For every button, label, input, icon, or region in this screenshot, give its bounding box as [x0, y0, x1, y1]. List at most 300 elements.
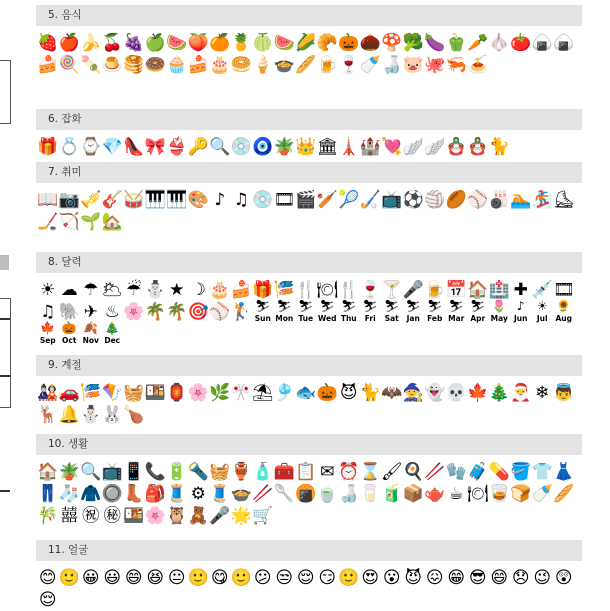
emoji-caption: Jan [406, 314, 420, 323]
labeled-emoji-icon[interactable] [553, 301, 575, 323]
emoji-icon[interactable]: ✈ [83, 302, 98, 322]
emoji-icon[interactable]: 📞 [144, 462, 166, 482]
labeled-emoji-icon[interactable] [403, 301, 425, 323]
emoji-icon[interactable]: 🛒 [252, 506, 274, 526]
emoji-icon[interactable]: 🍊 [209, 33, 231, 53]
emoji-icon[interactable]: 🍑 [187, 33, 209, 53]
emoji-icon[interactable]: ☔ [126, 280, 142, 300]
emoji-icon[interactable]: 🍱 [144, 383, 166, 403]
emoji-icon[interactable]: 🌴 [144, 302, 166, 322]
emoji-icon[interactable]: 🪽 [402, 137, 424, 157]
emoji-icon[interactable]: 🍘 [295, 484, 317, 504]
section-title: 10. 생활 [36, 434, 582, 455]
labeled-emoji-icon[interactable] [274, 301, 296, 323]
emoji-icon[interactable]: 🍶 [338, 484, 360, 504]
emoji-icon[interactable]: 🥦 [402, 33, 424, 53]
labeled-emoji-icon[interactable] [102, 323, 124, 345]
emoji-icon[interactable]: 🏒 [37, 212, 59, 232]
emoji-icon[interactable]: 🍩 [144, 55, 166, 75]
emoji-icon[interactable]: 💉 [531, 280, 553, 300]
emoji-icon[interactable]: 🍡 [80, 55, 102, 75]
emoji-icon[interactable]: ♫ [233, 190, 249, 210]
emoji-icon[interactable]: 🪁 [101, 383, 123, 403]
emoji-icon[interactable]: 🧥 [80, 484, 102, 504]
emoji-picture: ⛷ [255, 299, 271, 313]
emoji-icon[interactable]: 🍺 [424, 280, 446, 300]
emoji-icon[interactable]: 😁 [447, 568, 466, 588]
emoji-icon[interactable]: 🎹 [144, 190, 166, 210]
emoji-icon[interactable]: 🧵 [209, 484, 231, 504]
labeled-emoji-icon[interactable] [317, 301, 339, 323]
emoji-icon[interactable]: 🧵 [166, 484, 188, 504]
emoji-icon[interactable]: 🍷 [359, 280, 381, 300]
emoji-icon[interactable]: ✚ [513, 280, 528, 300]
emoji-icon[interactable]: 👙 [166, 137, 188, 157]
labeled-emoji-icon[interactable] [252, 301, 274, 323]
emoji-icon[interactable]: 🍲 [230, 484, 252, 504]
emoji-icon[interactable]: 🎒 [144, 484, 166, 504]
emoji-icon[interactable]: 🥞 [123, 55, 145, 75]
emoji-icon[interactable]: 📖 [37, 190, 59, 210]
emoji-icon[interactable]: 🦐 [445, 55, 467, 75]
emoji-icon[interactable]: 🏐 [424, 190, 446, 210]
emoji-icon[interactable]: 🐷 [402, 55, 424, 75]
emoji-icon[interactable]: 🍰 [230, 280, 252, 300]
emoji-icon[interactable]: 🎐 [273, 383, 295, 403]
emoji-icon[interactable]: ⛄ [144, 280, 166, 300]
emoji-icon[interactable]: ⚽ [402, 190, 424, 210]
emoji-icon[interactable]: 🔍 [80, 462, 102, 482]
emoji-icon[interactable]: ♨ [104, 302, 120, 322]
emoji-icon[interactable]: 🎞 [553, 280, 575, 300]
emoji-icon[interactable]: 🌥 [101, 280, 123, 300]
section-hobby [36, 162, 582, 233]
emoji-icon[interactable]: 🧁 [166, 55, 188, 75]
emoji-icon[interactable]: ☕ [448, 484, 464, 504]
emoji-icon[interactable]: 🎃 [338, 33, 360, 53]
emoji-icon[interactable]: ☂ [83, 280, 99, 300]
emoji-icon[interactable]: 🥯 [230, 55, 252, 75]
emoji-icon[interactable]: 🥢 [424, 462, 446, 482]
emoji-icon[interactable]: 🌿 [209, 383, 231, 403]
emoji-icon[interactable]: ⚾ [209, 302, 231, 322]
emoji-icon[interactable]: 🍏 [144, 33, 166, 53]
emoji-icon[interactable]: 🏠 [37, 462, 59, 482]
emoji-icon[interactable]: 🍉 [273, 33, 295, 53]
emoji-icon[interactable]: 💊 [488, 462, 510, 482]
emoji-icon[interactable]: 💿 [230, 137, 252, 157]
emoji-icon[interactable]: 🍉 [166, 33, 188, 53]
emoji-icon[interactable]: 😖 [425, 568, 444, 588]
emoji-icon[interactable]: 🏰 [359, 137, 381, 157]
emoji-icon[interactable]: 🧺 [123, 383, 145, 403]
emoji-caption: Oct [62, 336, 77, 345]
emoji-icon[interactable]: 📺 [101, 462, 123, 482]
emoji-icon[interactable]: 🍼 [359, 55, 381, 75]
emoji-caption: Apr [470, 314, 486, 323]
emoji-icon[interactable]: 🪆 [445, 137, 467, 157]
emoji-icon[interactable]: 🏺 [230, 462, 252, 482]
emoji-icon[interactable]: ☀ [40, 280, 56, 300]
emoji-icon[interactable]: 🍙 [553, 33, 575, 53]
emoji-icon[interactable]: 😌 [296, 568, 315, 588]
emoji-icon[interactable]: 🏛 [316, 137, 338, 157]
emoji-icon[interactable]: 🏂 [531, 190, 553, 210]
emoji-icon[interactable]: 😮 [382, 568, 401, 588]
emoji-icon[interactable]: 🚗 [58, 383, 80, 403]
emoji-icon[interactable]: 🔘 [101, 484, 123, 504]
emoji-icon[interactable]: 🏡 [101, 212, 123, 232]
emoji-icon[interactable]: 😞 [511, 568, 530, 588]
emoji-icon[interactable]: 🐘 [58, 302, 80, 322]
emoji-icon[interactable]: 🎏 [273, 280, 295, 300]
emoji-icon[interactable]: 🎄 [488, 383, 510, 403]
emoji-icon[interactable]: 🍦 [252, 55, 274, 75]
emoji-icon[interactable]: 🦌 [37, 405, 59, 425]
emoji-icon[interactable]: 🥁 [123, 190, 145, 210]
emoji-icon[interactable]: 👖 [37, 484, 59, 504]
emoji-icon[interactable]: 😉 [533, 568, 552, 588]
emoji-picture: ⛷ [470, 299, 486, 313]
emoji-caption: Sat [384, 314, 399, 323]
emoji-icon[interactable]: 🥖 [295, 55, 317, 75]
labeled-emoji-icon[interactable] [59, 323, 81, 345]
emoji-icon[interactable]: 😕 [253, 568, 272, 588]
emoji-icon[interactable]: 🥃 [488, 484, 510, 504]
emoji-icon[interactable]: 🎞 [273, 190, 295, 210]
emoji-icon[interactable]: 📺 [381, 190, 403, 210]
emoji-icon[interactable]: 📋 [295, 462, 317, 482]
emoji-icon[interactable]: 🍁 [467, 383, 489, 403]
emoji-icon[interactable]: 🔍 [209, 137, 231, 157]
labeled-emoji-icon[interactable] [467, 301, 489, 323]
emoji-icon[interactable]: 😈 [404, 568, 423, 588]
emoji-icon[interactable]: 🧿 [252, 137, 274, 157]
emoji-icon[interactable]: 👕 [531, 462, 553, 482]
emoji-icon[interactable]: 🍲 [273, 55, 295, 75]
emoji-icon[interactable]: 🫑 [445, 33, 467, 53]
emoji-icon[interactable]: ⛱ [252, 383, 274, 403]
emoji-icon[interactable]: 🍙 [531, 33, 553, 53]
emoji-icon[interactable]: 🫖 [424, 484, 446, 504]
emoji-icon[interactable]: 😆 [146, 568, 165, 588]
emoji-icon[interactable]: ⌚ [80, 137, 102, 157]
emoji-icon[interactable]: 😍 [361, 568, 380, 588]
emoji-icon[interactable]: 🍵 [316, 484, 338, 504]
emoji-icon[interactable]: 👻 [424, 383, 446, 403]
emoji-icon[interactable]: 😏 [318, 568, 337, 588]
emoji-icon[interactable]: 🧃 [381, 484, 403, 504]
emoji-icon[interactable]: 🐰 [101, 405, 123, 425]
emoji-icon[interactable]: 🌸 [144, 506, 166, 526]
emoji-icon[interactable]: 🍱 [123, 506, 145, 526]
emoji-icon[interactable]: 🍮 [101, 55, 123, 75]
section-face [36, 540, 582, 611]
left-edge-strip [0, 0, 14, 610]
emoji-icon[interactable]: 🌸 [123, 302, 145, 322]
emoji-icon[interactable]: 🌽 [295, 33, 317, 53]
emoji-icon[interactable]: 👢 [123, 484, 145, 504]
left-panel-frame [0, 60, 11, 124]
emoji-icon[interactable]: 🧰 [273, 462, 295, 482]
emoji-icon[interactable]: 🎤 [209, 506, 231, 526]
emoji-icon[interactable]: 👗 [553, 462, 575, 482]
emoji-icon[interactable]: 💘 [381, 137, 403, 157]
emoji-icon[interactable]: 🎌 [230, 383, 252, 403]
emoji-icon[interactable]: 🎺 [80, 190, 102, 210]
emoji-icon[interactable]: 😄 [490, 568, 509, 588]
emoji-icon[interactable]: 🧦 [58, 484, 80, 504]
emoji-icon[interactable]: 📷 [58, 190, 80, 210]
emoji-icon[interactable]: 🧳 [467, 462, 489, 482]
emoji-icon[interactable]: 🎁 [37, 137, 59, 157]
emoji-icon[interactable]: 🍒 [101, 33, 123, 53]
emoji-icon[interactable]: 🧺 [209, 462, 231, 482]
emoji-icon[interactable]: 🍶 [381, 55, 403, 75]
emoji-icon[interactable]: 🏮 [166, 383, 188, 403]
emoji-icon[interactable]: ㊗ [82, 506, 100, 526]
emoji-icon[interactable]: 📦 [402, 484, 424, 504]
emoji-icon[interactable]: 🍍 [230, 33, 252, 53]
emoji-icon[interactable]: 😎 [468, 568, 487, 588]
emoji-icon[interactable]: 😊 [38, 568, 57, 588]
emoji-icon[interactable]: 🔔 [58, 405, 80, 425]
labeled-emoji-icon[interactable] [532, 301, 554, 323]
emoji-icon[interactable]: 🙂 [338, 568, 360, 588]
emoji-icon[interactable]: 🎂 [209, 55, 231, 75]
emoji-icon[interactable]: 🧙 [402, 383, 424, 403]
emoji-icon[interactable]: 🍇 [123, 33, 145, 53]
emoji-icon[interactable]: 🍌 [80, 33, 102, 53]
emoji-icon[interactable]: 😃 [103, 568, 122, 588]
emoji-icon[interactable]: ✉ [320, 462, 335, 482]
emoji-icon[interactable]: 🎏 [80, 383, 102, 403]
emoji-icon[interactable]: 😒 [275, 568, 294, 588]
emoji-caption: Feb [427, 314, 443, 323]
emoji-icon[interactable]: 🎹 [166, 190, 188, 210]
emoji-icon[interactable]: 📅 [445, 280, 467, 300]
emoji-icon[interactable]: 🍴 [295, 280, 317, 300]
emoji-icon[interactable]: 🎸 [101, 190, 123, 210]
emoji-icon[interactable]: 🍰 [187, 55, 209, 75]
emoji-caption: Wed [318, 314, 337, 323]
emoji-icon[interactable]: 🍅 [510, 33, 532, 53]
emoji-icon[interactable]: 🎯 [187, 302, 209, 322]
emoji-icon[interactable]: 🏠 [467, 280, 489, 300]
emoji-icon[interactable]: 🍝 [467, 55, 489, 75]
labeled-emoji-icon[interactable] [510, 301, 532, 323]
emoji-icon[interactable]: ⚾ [467, 190, 489, 210]
emoji-icon[interactable]: 🙂 [230, 568, 252, 588]
emoji-icon[interactable]: 👠 [123, 137, 145, 157]
emoji-icon[interactable]: 😲 [554, 568, 573, 588]
emoji-icon[interactable]: 🐙 [424, 55, 446, 75]
emoji-icon[interactable]: 😋 [210, 568, 229, 588]
emoji-icon[interactable]: 🍰 [37, 55, 59, 75]
labeled-emoji-icon[interactable] [360, 301, 382, 323]
emoji-picture: ⛷ [384, 299, 400, 313]
emoji-icon[interactable]: 🐟 [295, 383, 317, 403]
emoji-icon[interactable]: 🍼 [531, 484, 553, 504]
emoji-icon[interactable]: 🎋 [37, 506, 59, 526]
emoji-icon[interactable]: 🌰 [359, 33, 381, 53]
section-goods [36, 109, 582, 158]
emoji-caption: Mar [448, 314, 465, 323]
emoji-icon[interactable]: ㊙ [103, 506, 121, 526]
emoji-icon[interactable]: ⌛ [359, 462, 381, 482]
emoji-icon[interactable]: 🍗 [123, 405, 145, 425]
emoji-icon[interactable]: 🔑 [187, 137, 209, 157]
emoji-icon[interactable]: 🔦 [187, 462, 209, 482]
emoji-icon[interactable]: 😌 [38, 590, 57, 610]
emoji-icon[interactable]: 🍆 [424, 33, 446, 53]
emoji-icon[interactable]: 🍄 [381, 33, 403, 53]
emoji-icon[interactable]: 🔋 [166, 462, 188, 482]
emoji-icon[interactable]: ★ [169, 280, 185, 300]
emoji-icon[interactable]: 🏌 [230, 302, 252, 322]
emoji-icon[interactable]: 🥛 [359, 484, 381, 504]
emoji-icon[interactable]: ☁ [60, 280, 78, 300]
emoji-icon[interactable]: 💍 [58, 137, 80, 157]
emoji-icon[interactable]: 🎂 [209, 280, 231, 300]
emoji-icon[interactable]: 🧸 [187, 506, 209, 526]
emoji-icon[interactable]: ⛄ [80, 405, 102, 425]
emoji-icon[interactable]: ♪ [214, 190, 226, 210]
emoji-icon[interactable]: 🐈 [488, 137, 510, 157]
emoji-picture: ⛷ [341, 299, 357, 313]
labeled-emoji-icon[interactable] [381, 301, 403, 323]
emoji-icon[interactable]: 🏑 [359, 190, 381, 210]
emoji-icon[interactable]: 🪣 [510, 462, 532, 482]
emoji-icon[interactable]: 🌱 [80, 212, 102, 232]
emoji-icon[interactable]: 🍎 [58, 33, 80, 53]
emoji-icon[interactable]: 🎨 [187, 190, 209, 210]
emoji-icon[interactable]: 🦇 [381, 383, 403, 403]
emoji-icon[interactable]: 🎤 [402, 280, 424, 300]
emoji-icon[interactable]: 🍞 [510, 484, 532, 504]
emoji-icon[interactable]: 🪆 [467, 137, 489, 157]
labeled-emoji-icon[interactable] [338, 301, 360, 323]
emoji-icon[interactable]: 🍈 [252, 33, 274, 53]
emoji-icon[interactable]: 🌸 [187, 383, 209, 403]
emoji-icon[interactable]: 🥄 [273, 484, 295, 504]
emoji-icon[interactable]: 🧄 [488, 33, 510, 53]
emoji-icon[interactable]: 😈 [339, 383, 358, 403]
emoji-icon[interactable]: 🥖 [553, 484, 575, 504]
emoji-icon[interactable]: 🏥 [488, 280, 510, 300]
labeled-emoji-icon[interactable] [424, 301, 446, 323]
emoji-icon[interactable]: 🍺 [316, 55, 338, 75]
emoji-icon[interactable]: 🥕 [467, 33, 489, 53]
labeled-emoji-icon[interactable] [80, 323, 102, 345]
emoji-icon[interactable]: 🪴 [273, 137, 295, 157]
emoji-icon[interactable]: 🍽 [316, 280, 338, 300]
emoji-icon[interactable]: 囍 [60, 506, 78, 526]
emoji-icon[interactable]: 🎬 [295, 190, 317, 210]
emoji-icon[interactable]: ♫ [40, 302, 56, 322]
emoji-picture: ♪ [516, 299, 525, 313]
emoji-icon[interactable]: 🍸 [381, 280, 403, 300]
emoji-picture: ☀ [536, 299, 548, 313]
emoji-caption: Thu [340, 314, 357, 323]
emoji-picture: 🍁 [40, 321, 56, 335]
emoji-icon[interactable]: 🌟 [230, 506, 252, 526]
emoji-icon[interactable]: 🏊 [510, 190, 532, 210]
emoji-icon[interactable]: 🦉 [166, 506, 188, 526]
emoji-icon[interactable]: 🥐 [316, 33, 338, 53]
emoji-icon[interactable]: 😐 [167, 568, 186, 588]
emoji-icon[interactable]: 🧤 [445, 462, 467, 482]
emoji-caption: Dec [104, 336, 121, 345]
emoji-icon[interactable]: 💿 [252, 190, 274, 210]
emoji-icon[interactable]: 🖌 [381, 462, 403, 482]
emoji-icon[interactable]: 🍳 [402, 462, 424, 482]
emoji-icon[interactable]: 🍓 [37, 33, 59, 53]
icon-grid [36, 455, 583, 527]
emoji-icon[interactable]: 🥢 [252, 484, 274, 504]
emoji-icon[interactable]: 🍷 [338, 55, 360, 75]
emoji-icon[interactable]: 🐈 [359, 383, 381, 403]
labeled-emoji-icon[interactable] [489, 301, 511, 323]
emoji-icon[interactable]: 🎳 [488, 190, 510, 210]
emoji-picture: 🍂 [83, 321, 99, 335]
emoji-icon[interactable]: 👼 [553, 383, 575, 403]
emoji-icon[interactable]: 🎅 [510, 383, 532, 403]
emoji-icon[interactable]: 🪽 [424, 137, 446, 157]
section-food [36, 5, 582, 76]
emoji-icon[interactable]: 💎 [101, 137, 123, 157]
emoji-icon[interactable]: 🏏 [316, 190, 338, 210]
emoji-icon[interactable]: 😀 [81, 568, 100, 588]
emoji-icon[interactable]: 🍭 [58, 55, 80, 75]
labeled-emoji-icon[interactable] [295, 301, 317, 323]
emoji-icon[interactable]: 🎀 [144, 137, 166, 157]
emoji-picture: 🎃 [61, 321, 77, 335]
emoji-icon[interactable]: 🌴 [166, 302, 188, 322]
emoji-icon[interactable]: 💀 [445, 383, 467, 403]
emoji-icon[interactable]: 🧴 [252, 462, 274, 482]
emoji-icon[interactable]: 🙂 [58, 568, 80, 588]
emoji-picture: 🌻 [556, 299, 572, 313]
emoji-icon[interactable]: 🍴 [338, 280, 360, 300]
emoji-icon[interactable]: 🏹 [58, 212, 80, 232]
emoji-icon[interactable]: 🙂 [187, 568, 209, 588]
emoji-icon[interactable]: ⏰ [338, 462, 360, 482]
icon-grid [36, 273, 583, 345]
emoji-icon[interactable]: ☽ [190, 280, 206, 300]
emoji-icon[interactable]: 👑 [295, 137, 317, 157]
emoji-icon[interactable]: ⛸ [553, 190, 575, 210]
emoji-icon[interactable]: 🍽 [467, 484, 489, 504]
labeled-emoji-icon[interactable] [446, 301, 468, 323]
emoji-icon[interactable]: ⚙ [190, 484, 206, 504]
emoji-icon[interactable]: 😄 [124, 568, 143, 588]
labeled-emoji-icon[interactable] [37, 323, 59, 345]
emoji-icon[interactable]: ❄ [535, 383, 550, 403]
emoji-icon[interactable]: 🪴 [58, 462, 80, 482]
emoji-icon[interactable]: 🎁 [252, 280, 274, 300]
emoji-icon[interactable]: 🎾 [338, 190, 360, 210]
icon-grid [36, 561, 583, 611]
section-title: 9. 계절 [36, 355, 582, 376]
section-calendar [36, 252, 582, 345]
emoji-icon[interactable]: 📱 [123, 462, 145, 482]
emoji-icon[interactable]: 🎎 [37, 383, 59, 403]
emoji-icon[interactable]: 🗼 [338, 137, 360, 157]
emoji-icon[interactable]: 🏉 [445, 190, 467, 210]
emoji-icon[interactable]: 🎃 [316, 383, 338, 403]
section-title: 7. 취미 [36, 162, 582, 183]
